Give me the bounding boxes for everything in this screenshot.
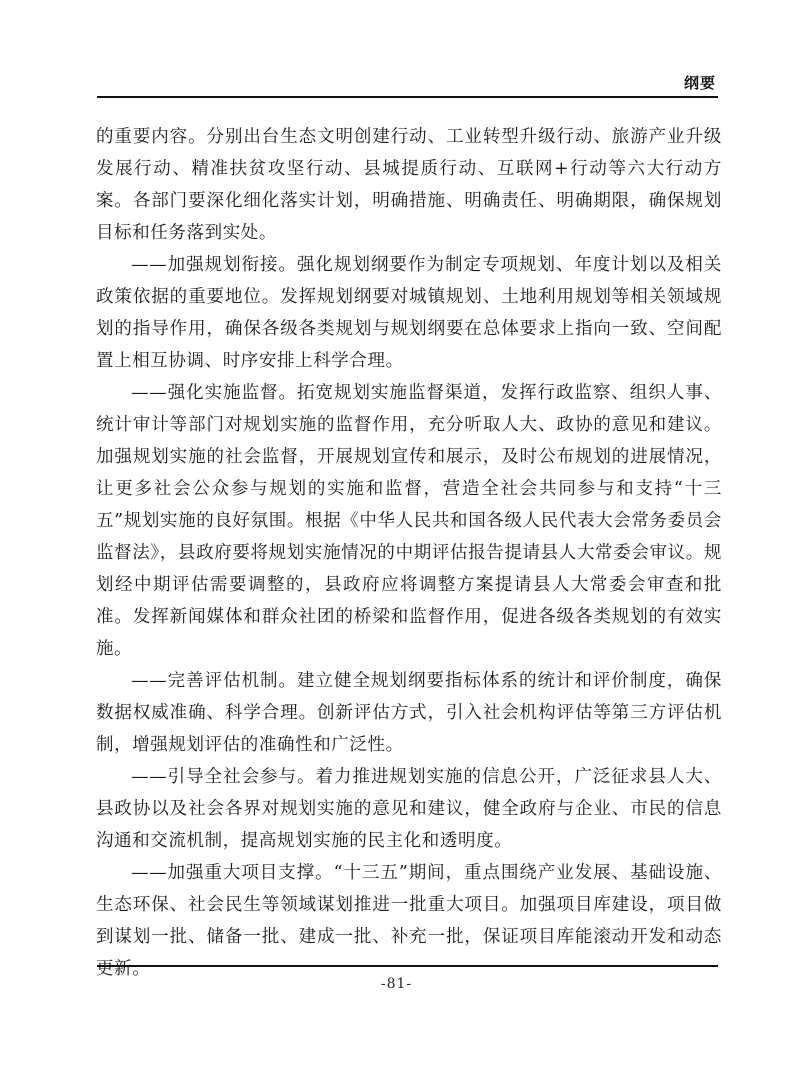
running-header-title: 纲要	[683, 74, 716, 92]
paragraph-plan-coordination: ——加强规划衔接。强化规划纲要作为制定专项规划、年度计划以及相关政策依据的重要地位。发挥规划纲要对城镇规划、土地利用规划等相关领域规划的指导作用，确保各级各类规划与规划纲要在总体要求上指向一致、空间配置上相互协调、时序安排上科学合理。	[96, 255, 722, 371]
page-number: -81-	[380, 976, 413, 992]
body-text	[96, 121, 722, 985]
paragraph-continued: 的重要内容。分别出台生态文明创建行动、工业转型升级行动、旅游产业升级发展行动、精准扶贫攻坚行动、县城提质行动、互联网+行动等六大行动方案。各部门要深化细化落实计划，明确措施、明确责任、明确期限，确保规划目标和任务落到实处。	[96, 127, 722, 243]
header-divider	[97, 96, 718, 98]
footer-divider	[97, 965, 718, 967]
paragraph-major-projects: ——加强重大项目支撑。“十三五”期间，重点围绕产业发展、基础设施、生态环保、社会民生等领域谋划推进一批重大项目。加强项目库建设，项目做到谋划一批、储备一批、建成一批、补充一批，保证项目库能滚动开发和动态更新。	[96, 863, 722, 979]
paragraph-evaluation-mechanism: ——完善评估机制。建立健全规划纲要指标体系的统计和评价制度，确保数据权威准确、科学合理。创新评估方式，引入社会机构评估等第三方评估机制，增强规划评估的准确性和广泛性。	[96, 671, 722, 755]
paragraph-implementation-supervision: ——强化实施监督。拓宽规划实施监督渠道，发挥行政监察、组织人事、统计审计等部门对规划实施的监督作用，充分听取人大、政协的意见和建议。加强规划实施的社会监督，开展规划宣传和展示，及时公布规划的进展情况，让更多社会公众参与规划的实施和监督，营造全社会共同参与和支持“十三五”规划实施的良好氛围。根据《中华人民共和国各级人民代表大会常务委员会监督法》，县政府要将规划实施情况的中期评估报告提请县人大常委会审议。规划经中期评估需要调整的，县政府应将调整方案提请县人大常委会审查和批准。发挥新闻媒体和群众社团的桥梁和监督作用，促进各级各类规划的有效实施。	[96, 383, 722, 659]
paragraph-public-participation: ——引导全社会参与。着力推进规划实施的信息公开，广泛征求县人大、县政协以及社会各界对规划实施的意见和建议，健全政府与企业、市民的信息沟通和交流机制，提高规划实施的民主化和透明度。	[96, 767, 722, 851]
